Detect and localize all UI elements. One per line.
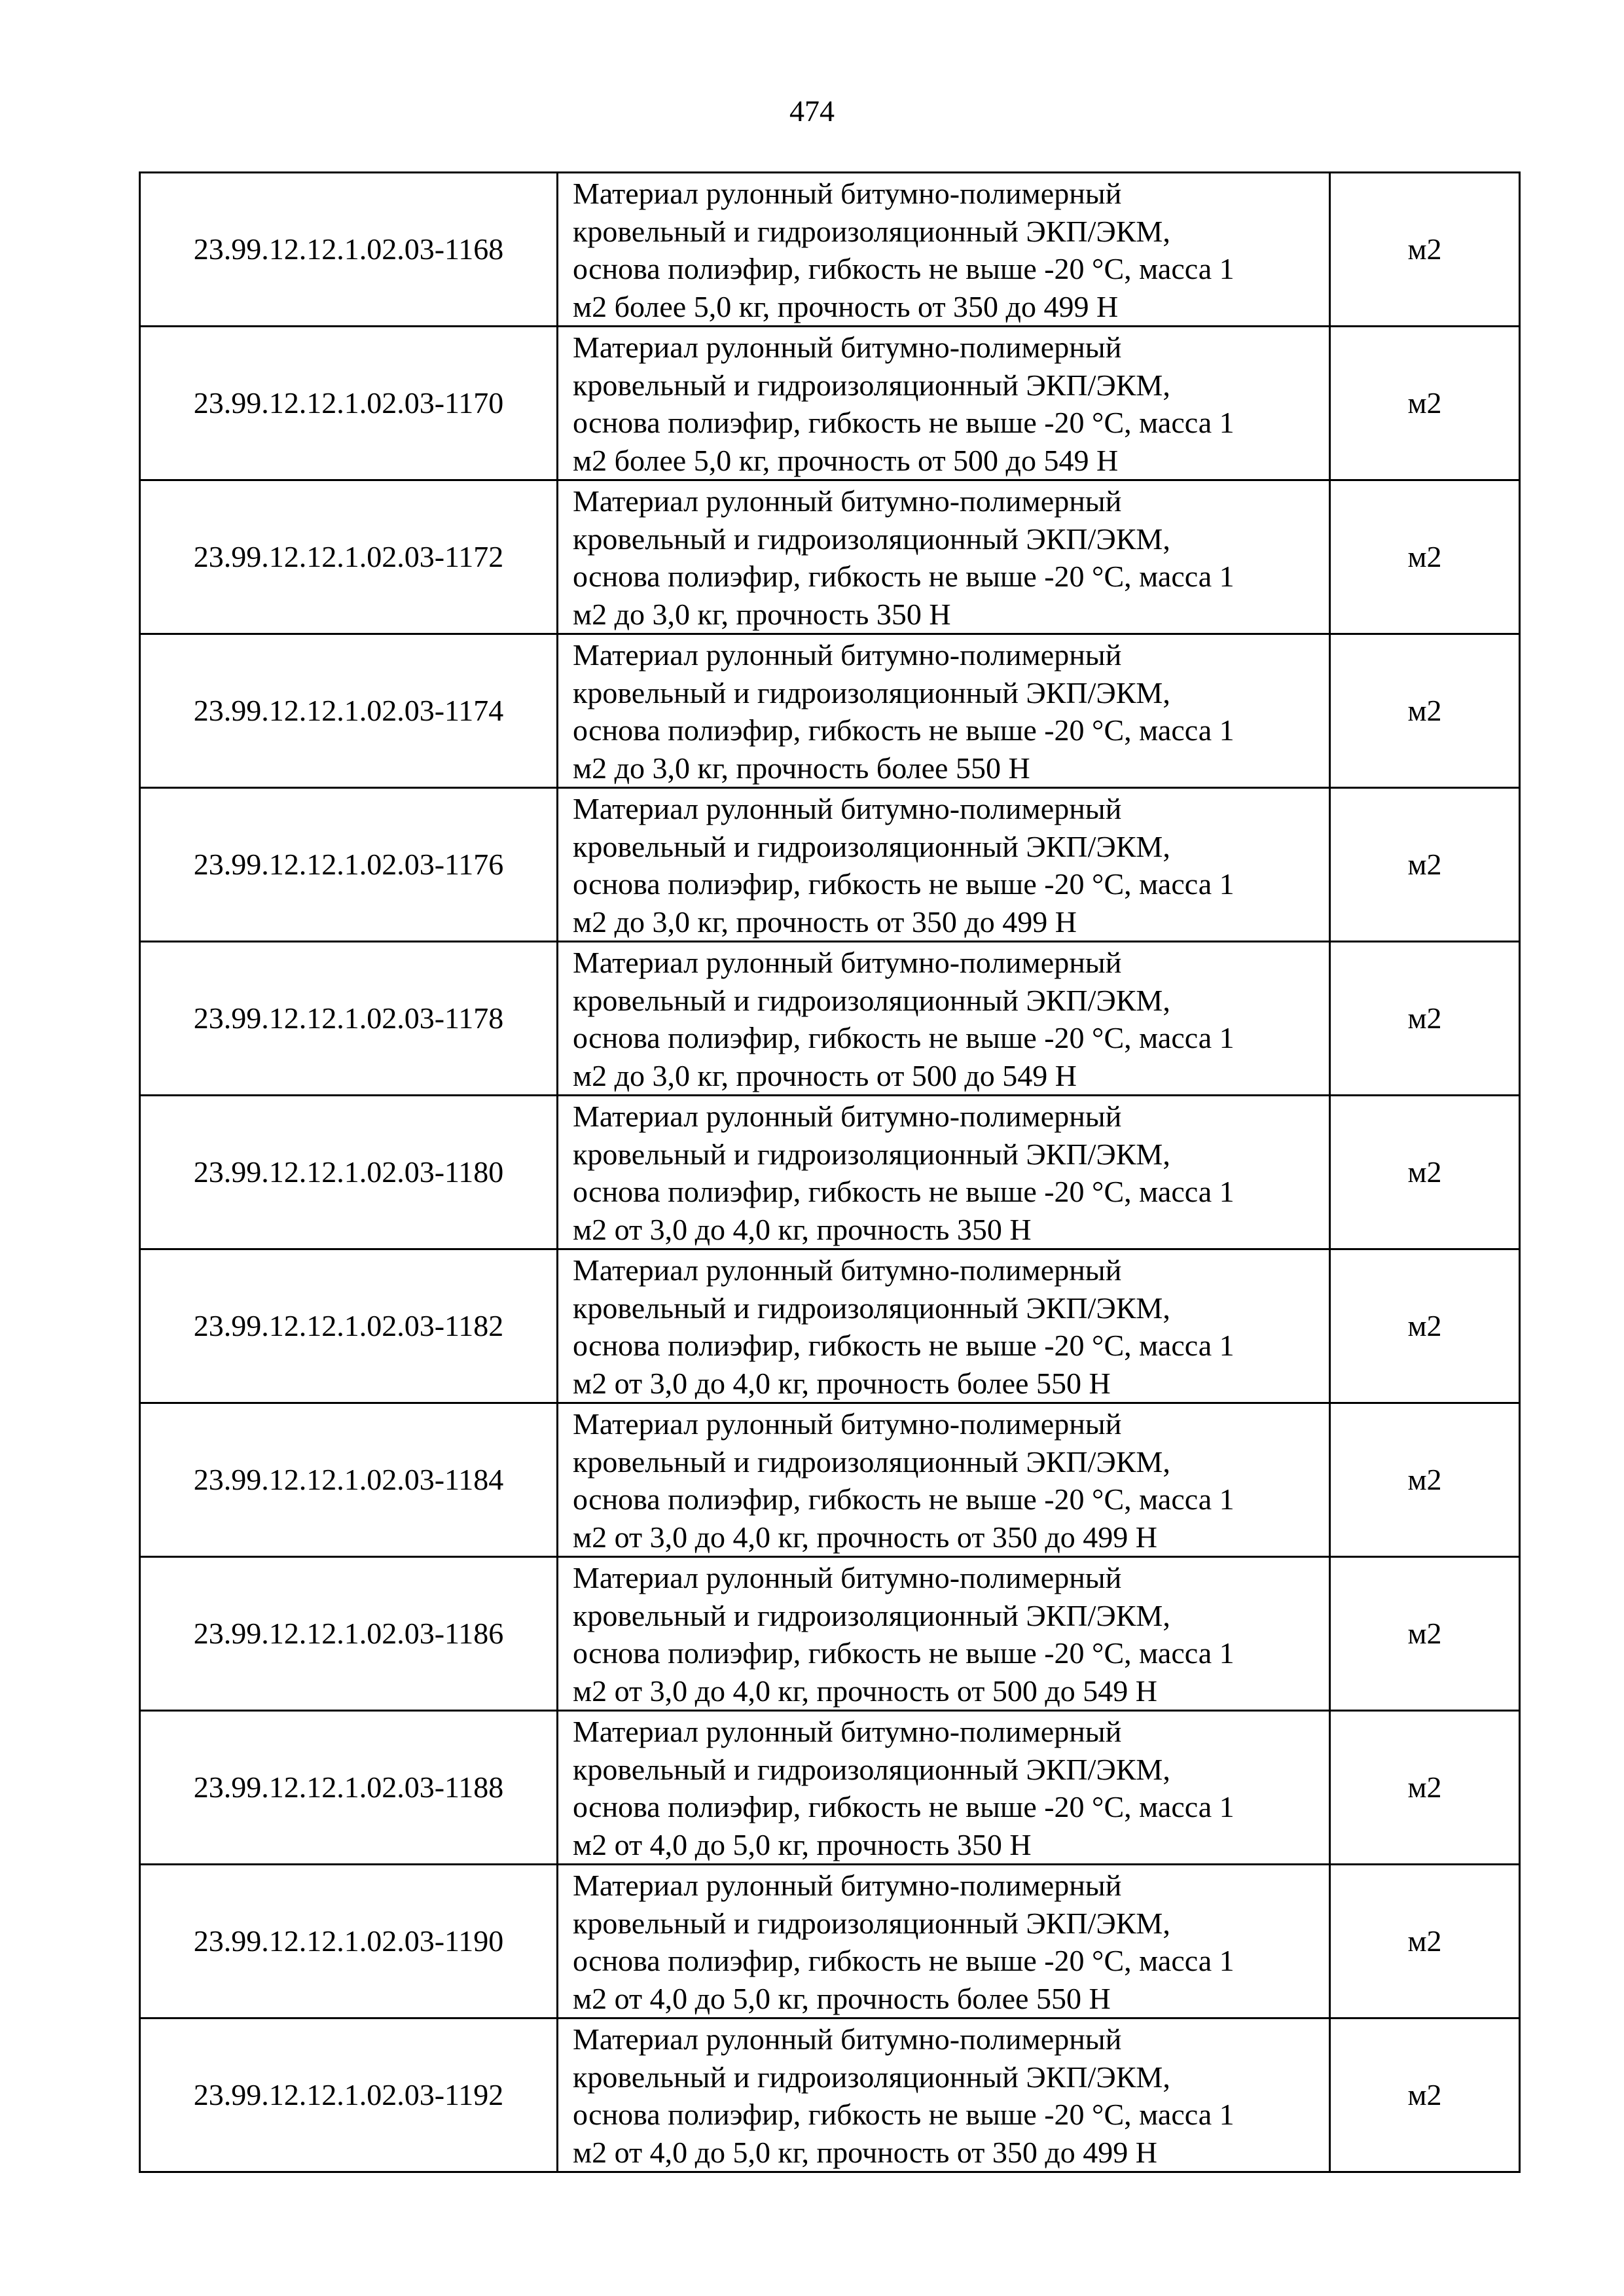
description-cell	[558, 788, 1330, 942]
description-line: м2 от 4,0 до 5,0 кг, прочность более 550 Н	[573, 1981, 1111, 2015]
code-cell: 23.99.12.12.1.02.03-1172	[140, 480, 558, 634]
description-line: Материал рулонный битумно-полимерный	[573, 792, 1122, 825]
description-line: основа полиэфир, гибкость не выше -20 °С, масса 1	[573, 252, 1235, 285]
description-cell	[558, 1557, 1330, 1711]
description-line: Материал рулонный битумно-полимерный	[573, 1561, 1122, 1594]
code-cell: 23.99.12.12.1.02.03-1182	[140, 1249, 558, 1403]
materials-table	[139, 171, 1521, 2173]
description-line: Материал рулонный битумно-полимерный	[573, 331, 1122, 364]
description-cell	[558, 173, 1330, 327]
description-line: Материал рулонный битумно-полимерный	[573, 1715, 1122, 1748]
code-cell: 23.99.12.12.1.02.03-1174	[140, 634, 558, 788]
description-line: кровельный и гидроизоляционный ЭКП/ЭКМ,	[573, 522, 1170, 556]
description-cell	[558, 1865, 1330, 2018]
description-line: основа полиэфир, гибкость не выше -20 °С, масса 1	[573, 1636, 1235, 1670]
table-row	[140, 1249, 1520, 1403]
description-line: основа полиэфир, гибкость не выше -20 °С, масса 1	[573, 713, 1235, 747]
code-cell: 23.99.12.12.1.02.03-1180	[140, 1096, 558, 1249]
table-row	[140, 327, 1520, 480]
unit-cell: м2	[1330, 327, 1520, 480]
code-cell: 23.99.12.12.1.02.03-1184	[140, 1403, 558, 1557]
unit-cell: м2	[1330, 1096, 1520, 1249]
unit-cell: м2	[1330, 173, 1520, 327]
code-cell: 23.99.12.12.1.02.03-1186	[140, 1557, 558, 1711]
description-line: м2 от 4,0 до 5,0 кг, прочность от 350 до 499 Н	[573, 2135, 1157, 2169]
unit-cell: м2	[1330, 1403, 1520, 1557]
description-line: м2 от 3,0 до 4,0 кг, прочность 350 Н	[573, 1212, 1032, 1246]
description-cell	[558, 942, 1330, 1096]
description-line: кровельный и гидроизоляционный ЭКП/ЭКМ,	[573, 1137, 1170, 1171]
materials-table-body	[140, 173, 1520, 2172]
description-line: основа полиэфир, гибкость не выше -20 °С, масса 1	[573, 406, 1235, 439]
unit-cell: м2	[1330, 942, 1520, 1096]
code-cell: 23.99.12.12.1.02.03-1192	[140, 2018, 558, 2172]
description-line: м2 от 3,0 до 4,0 кг, прочность от 350 до 499 Н	[573, 1520, 1157, 1554]
description-line: кровельный и гидроизоляционный ЭКП/ЭКМ,	[573, 675, 1170, 709]
description-line: кровельный и гидроизоляционный ЭКП/ЭКМ,	[573, 1752, 1170, 1786]
unit-cell: м2	[1330, 1557, 1520, 1711]
description-line: м2 до 3,0 кг, прочность более 550 Н	[573, 751, 1030, 785]
description-line: Материал рулонный битумно-полимерный	[573, 1253, 1122, 1287]
description-line: Материал рулонный битумно-полимерный	[573, 1100, 1122, 1133]
description-cell	[558, 480, 1330, 634]
description-line: м2 до 3,0 кг, прочность от 500 до 549 Н	[573, 1058, 1077, 1092]
description-line: м2 от 4,0 до 5,0 кг, прочность 350 Н	[573, 1827, 1032, 1861]
description-line: Материал рулонный битумно-полимерный	[573, 946, 1122, 979]
code-cell: 23.99.12.12.1.02.03-1176	[140, 788, 558, 942]
description-cell	[558, 1096, 1330, 1249]
unit-cell: м2	[1330, 788, 1520, 942]
description-line: основа полиэфир, гибкость не выше -20 °С, масса 1	[573, 1482, 1235, 1516]
unit-cell: м2	[1330, 634, 1520, 788]
description-cell	[558, 1249, 1330, 1403]
page-number: 474	[789, 94, 835, 128]
description-line: м2 более 5,0 кг, прочность от 350 до 499 Н	[573, 289, 1119, 323]
unit-cell: м2	[1330, 1249, 1520, 1403]
unit-cell: м2	[1330, 1711, 1520, 1865]
table-row	[140, 942, 1520, 1096]
description-cell	[558, 1403, 1330, 1557]
unit-cell: м2	[1330, 2018, 1520, 2172]
description-line: кровельный и гидроизоляционный ЭКП/ЭКМ,	[573, 368, 1170, 402]
table-row	[140, 634, 1520, 788]
description-cell	[558, 634, 1330, 788]
description-line: Материал рулонный битумно-полимерный	[573, 484, 1122, 518]
description-line: основа полиэфир, гибкость не выше -20 °С, масса 1	[573, 1175, 1235, 1208]
code-cell: 23.99.12.12.1.02.03-1178	[140, 942, 558, 1096]
code-cell: 23.99.12.12.1.02.03-1170	[140, 327, 558, 480]
description-line: основа полиэфир, гибкость не выше -20 °С, масса 1	[573, 1021, 1235, 1054]
description-line: Материал рулонный битумно-полимерный	[573, 177, 1122, 210]
table-row	[140, 1403, 1520, 1557]
description-line: м2 до 3,0 кг, прочность от 350 до 499 Н	[573, 905, 1077, 939]
description-line: Материал рулонный битумно-полимерный	[573, 638, 1122, 672]
description-line: Материал рулонный битумно-полимерный	[573, 2022, 1122, 2056]
table-row	[140, 788, 1520, 942]
unit-cell: м2	[1330, 1865, 1520, 2018]
table-row	[140, 2018, 1520, 2172]
description-line: основа полиэфир, гибкость не выше -20 °С, масса 1	[573, 1790, 1235, 1823]
description-line: Материал рулонный битумно-полимерный	[573, 1407, 1122, 1441]
description-line: м2 от 3,0 до 4,0 кг, прочность более 550 Н	[573, 1366, 1111, 1400]
description-line: основа полиэфир, гибкость не выше -20 °С, масса 1	[573, 560, 1235, 593]
description-line: Материал рулонный битумно-полимерный	[573, 1869, 1122, 1902]
description-line: кровельный и гидроизоляционный ЭКП/ЭКМ,	[573, 1598, 1170, 1632]
code-cell: 23.99.12.12.1.02.03-1168	[140, 173, 558, 327]
description-line: м2 до 3,0 кг, прочность 350 Н	[573, 597, 951, 631]
description-line: основа полиэфир, гибкость не выше -20 °С, масса 1	[573, 1944, 1235, 1977]
description-line: м2 более 5,0 кг, прочность от 500 до 549 Н	[573, 443, 1119, 477]
description-line: кровельный и гидроизоляционный ЭКП/ЭКМ,	[573, 1906, 1170, 1940]
table-row	[140, 480, 1520, 634]
description-cell	[558, 2018, 1330, 2172]
code-cell: 23.99.12.12.1.02.03-1190	[140, 1865, 558, 2018]
description-line: кровельный и гидроизоляционный ЭКП/ЭКМ,	[573, 983, 1170, 1017]
code-cell: 23.99.12.12.1.02.03-1188	[140, 1711, 558, 1865]
table-row	[140, 1557, 1520, 1711]
description-cell	[558, 1711, 1330, 1865]
description-line: кровельный и гидроизоляционный ЭКП/ЭКМ,	[573, 1444, 1170, 1479]
description-line: кровельный и гидроизоляционный ЭКП/ЭКМ,	[573, 829, 1170, 863]
unit-cell: м2	[1330, 480, 1520, 634]
table-row	[140, 1096, 1520, 1249]
description-line: м2 от 3,0 до 4,0 кг, прочность от 500 до 549 Н	[573, 1674, 1157, 1708]
table-row	[140, 1865, 1520, 2018]
description-line: кровельный и гидроизоляционный ЭКП/ЭКМ,	[573, 1291, 1170, 1325]
table-row	[140, 173, 1520, 327]
description-line: кровельный и гидроизоляционный ЭКП/ЭКМ,	[573, 214, 1170, 248]
description-line: основа полиэфир, гибкость не выше -20 °С, масса 1	[573, 1329, 1235, 1362]
description-cell	[558, 327, 1330, 480]
description-line: основа полиэфир, гибкость не выше -20 °С, масса 1	[573, 2098, 1235, 2131]
description-line: кровельный и гидроизоляционный ЭКП/ЭКМ,	[573, 2060, 1170, 2094]
table-row	[140, 1711, 1520, 1865]
description-line: основа полиэфир, гибкость не выше -20 °С, масса 1	[573, 867, 1235, 901]
